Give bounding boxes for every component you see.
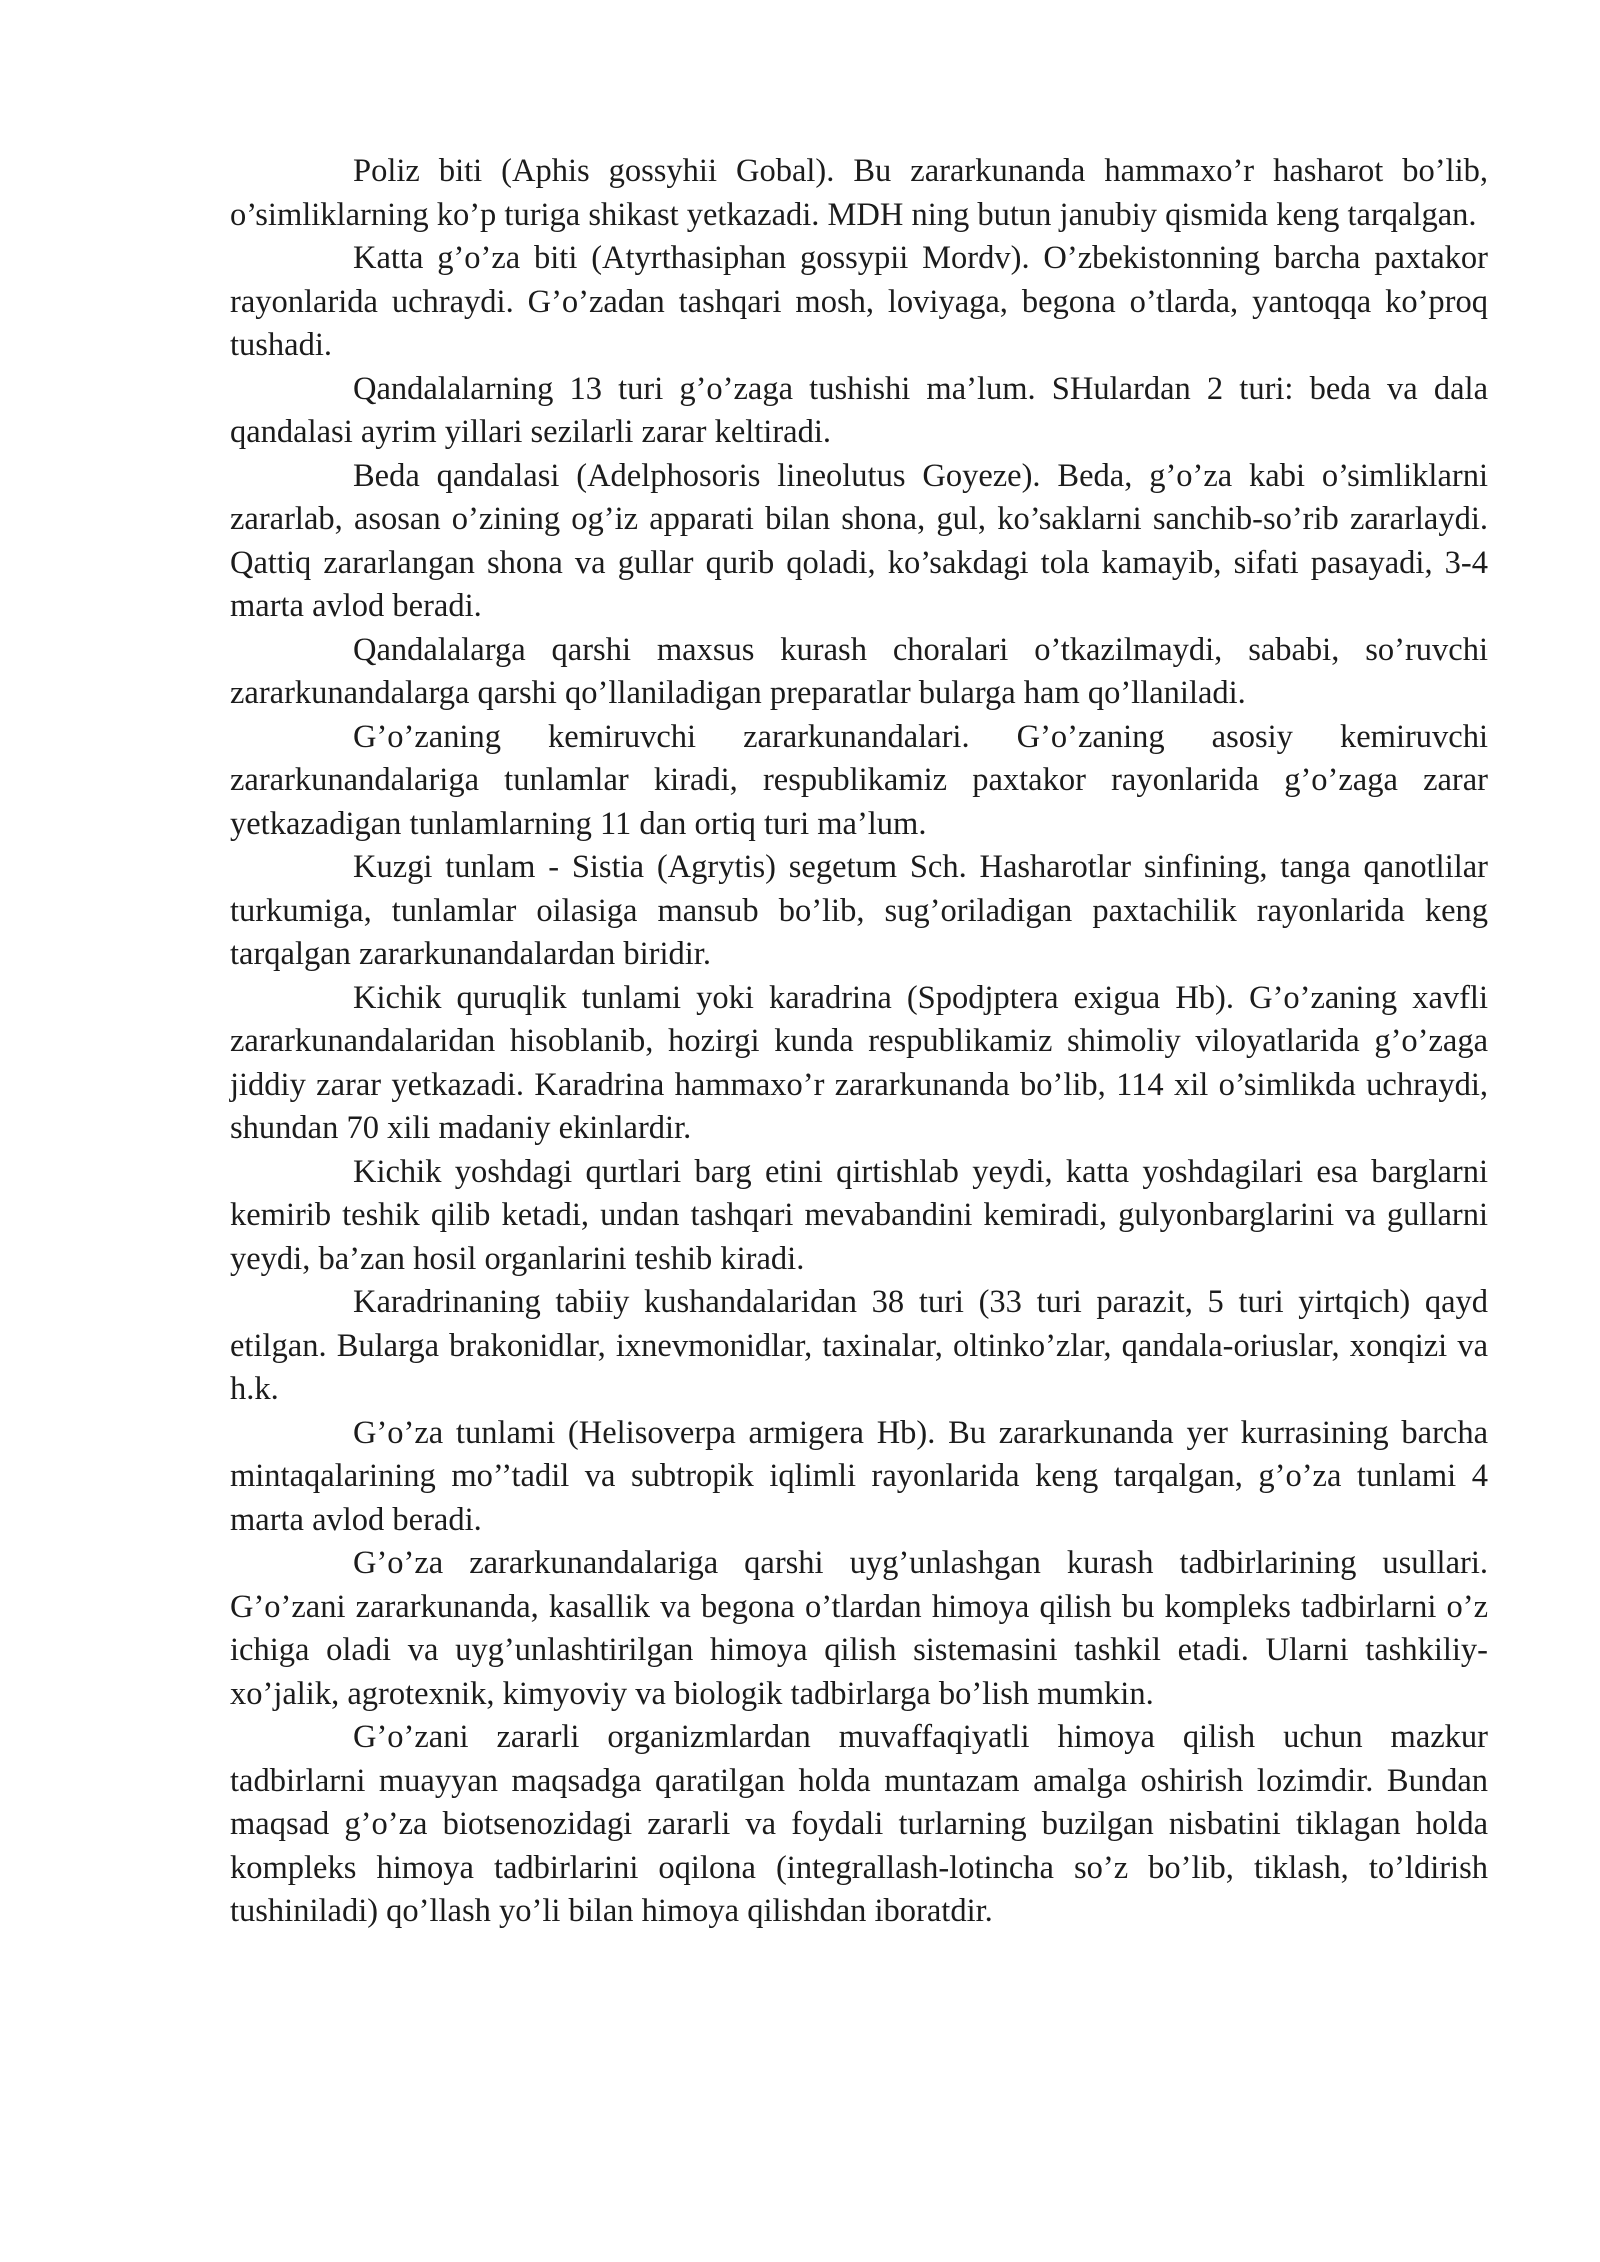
paragraph-beda-qandalasi: Beda qandalasi (Adelphosoris lineolutus Goyeze). Beda, g’o’za kabi o’simliklarni zararlab, asosan o’zining og’iz apparati bilan shona, gul, ko’saklarni sanchib-so’rib zararlaydi. Qattiq zararlangan shona va gullar qurib qoladi, ko’sakdagi tola kamayib, sifati pasayadi, 3-4 marta avlod beradi. [230,457,1488,624]
paragraph-tabiiy-kushandalar: Karadrinaning tabiiy kushandalaridan 38 turi (33 turi parazit, 5 turi yirtqich) qayd etilgan. Bularga brakonidlar, ixnevmonidlar, taxinalar, oltinko’zlar, qandala-oriuslar, xonqizi va h.k. [230,1284,1488,1407]
paragraph-qandalalar: Qandalalarning 13 turi g’o’zaga tushishi ma’lum. SHulardan 2 turi: beda va dala qandalasi ayrim yillari sezilarli zarar keltiradi. [230,370,1488,450]
paragraph-karadrina: Kichik quruqlik tunlami yoki karadrina (Spodjptera exigua Hb). G’o’zaning xavfli zararkunandalaridan hisoblanib, hozirgi kunda respublikamiz shimoliy viloyatlarida g’o’zaga jiddiy zarar yetkazadi. Karadrina hammaxo’r zararkunanda bo’lib, 114 xil o’simlikda uchraydi, shundan 70 xili madaniy ekinlardir. [230,979,1488,1146]
paragraph-katta-goza-biti: Katta g’o’za biti (Atyrthasiphan gossypii Mordv). O’zbekistonning barcha paxtakor rayonlarida uchraydi. G’o’zadan tashqari mosh, loviyaga, begona o’tlarda, yantoqqa ko’proq tushadi. [230,240,1488,363]
paragraph-kemiruvchi-zararkunandalar: G’o’zaning kemiruvchi zararkunandalari. G’o’zaning asosiy kemiruvchi zararkunandalariga tunlamlar kiradi, respublikamiz paxtakor rayonlarida g’o’zaga zarar yetkazadigan tunlamlarning 11 dan ortiq turi ma’lum. [230,718,1488,842]
document-page [230,150,1488,1934]
paragraph-himoya-qilish: G’o’zani zararli organizmlardan muvaffaqiyatli himoya qilish uchun mazkur tadbirlarni muayyan maqsadga qaratilgan holda muntazam amalga oshirish lozimdir. Bundan maqsad g’o’za biotsenozidagi zararli va foydali turlarning buzilgan nisbatini tiklagan holda kompleks himoya tadbirlarini oqilona (integrallash-lotincha so’z bo’lib, tiklash, to’ldirish tushiniladi) qo’llash yo’li bilan himoya qilishdan iboratdir. [230,1719,1488,1929]
paragraph-poliz-biti: Poliz biti (Aphis gossyhii Gobal). Bu zararkunanda hammaxo’r hasharot bo’lib, o’simliklarning ko’p turiga shikast yetkazadi. MDH ning butun janubiy qismida keng tarqalgan. [230,153,1488,233]
paragraph-qandalalarga-qarshi: Qandalalarga qarshi maxsus kurash choralari o’tkazilmaydi, sababi, so’ruvchi zararkunandalarga qarshi qo’llaniladigan preparatlar bularga ham qo’llaniladi. [230,631,1488,711]
paragraph-kurash-tadbirlari: G’o’za zararkunandalariga qarshi uyg’unlashgan kurash tadbirlarining usullari. G’o’zani zararkunanda, kasallik va begona o’tlardan himoya qilish bu kompleks tadbirlarni o’z ichiga oladi va uyg’unlashtirilgan himoya qilish sistemasini tashkil etadi. Ularni tashkiliy-xo’jalik, agrotexnik, kimyoviy va biologik tadbirlarga bo’lish mumkin. [230,1545,1488,1712]
paragraph-kichik-yoshdagi-qurtlar: Kichik yoshdagi qurtlari barg etini qirtishlab yeydi, katta yoshdagilari esa barglarni kemirib teshik qilib ketadi, undan tashqari mevabandini kemiradi, gulyonbarglarini va gullarni yeydi, ba’zan hosil organlarini teshib kiradi. [230,1153,1488,1277]
paragraph-goza-tunlami: G’o’za tunlami (Helisoverpa armigera Hb). Bu zararkunanda yer kurrasining barcha mintaqalarining mo’’tadil va subtropik iqlimli rayonlarida keng tarqalgan, g’o’za tunlami 4 marta avlod beradi. [230,1414,1488,1538]
paragraph-kuzgi-tunlam: Kuzgi tunlam - Sistia (Agrytis) segetum Sch. Hasharotlar sinfining, tanga qanotlilar turkumiga, tunlamlar oilasiga mansub bo’lib, sug’oriladigan paxtachilik rayonlarida keng tarqalgan zararkunandalardan biridir. [230,849,1488,972]
